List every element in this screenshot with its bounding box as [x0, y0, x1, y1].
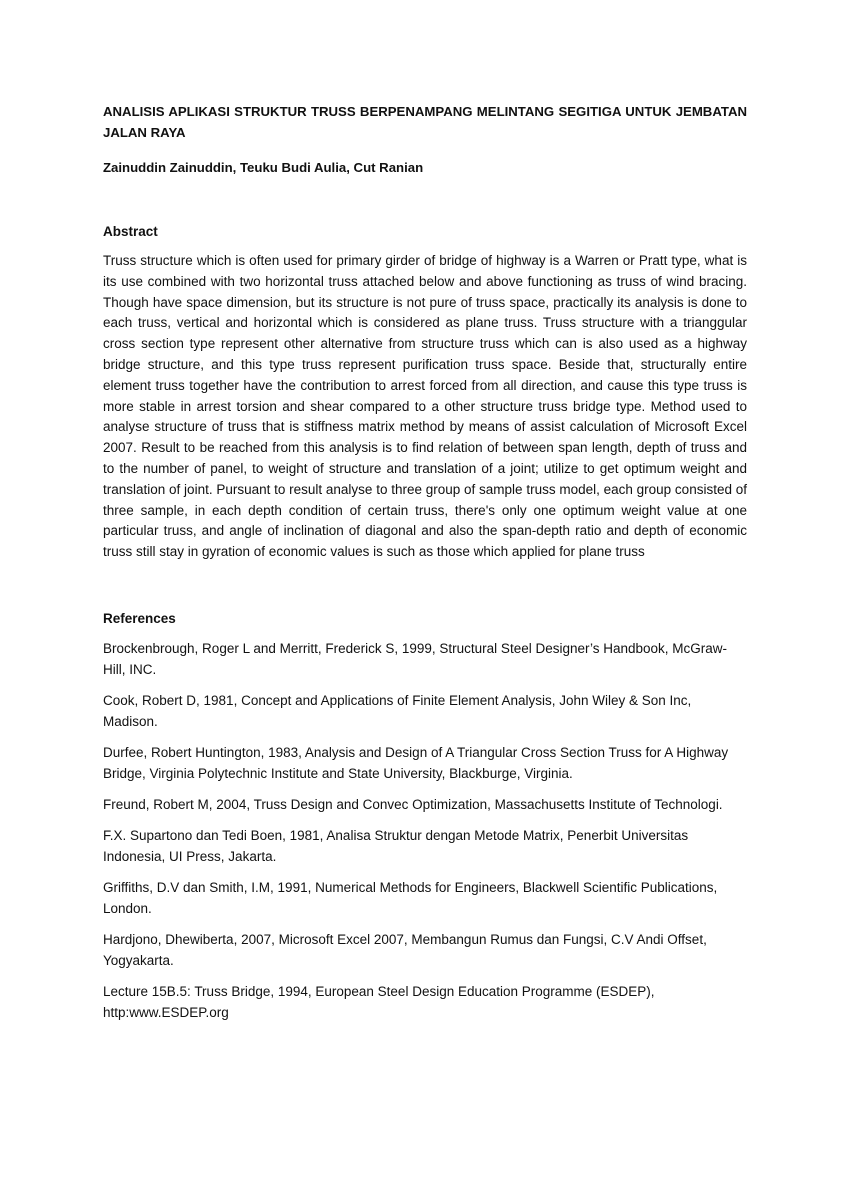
paper-authors: Zainuddin Zainuddin, Teuku Budi Aulia, Cut Ranian: [103, 160, 424, 175]
abstract-body: Truss structure which is often used for primary girder of bridge of highway is a Warren or Pratt type, what is its use combined with two horizontal truss attached below and above functioning as truss of wind bracing. Though have space dimension, but its structure is not pure of truss space, practically its analysis is done to each truss, vertical and horizontal which is considered as plane truss. Truss structure with a trianggular cross section type represent other alternative from structure truss which can is also used as a highway bridge structure, and this type truss represent purification truss space. Beside that, structurally entire element truss together have the contribution to arrest forced from all direction, and cause this type truss is more stable in arrest torsion and shear compared to a other structure truss bridge type. Method used to analyse structure of truss that is stiffness matrix method by means of assist calculation of Microsoft Excel 2007. Result to be reached from this analysis is to find relation of between span length, depth of truss and to the number of panel, to weight of structure and translation of a joint; utilize to get optimum weight and translation of joint. Pursuant to result analyse to three group of sample truss model, each group consisted of three sample, in each depth condition of certain truss, there's only one optimum weight value at one particular truss, and angle of inclination of diagonal and also the span-depth ratio and depth of economic truss still stay in gyration of economic values is such as those which applied for plane truss: [103, 253, 747, 560]
reference-item: Brockenbrough, Roger L and Merritt, Frederick S, 1999, Structural Steel Designer’s Handbook, McGraw-Hill, INC.: [103, 640, 728, 677]
reference-item: F.X. Supartono dan Tedi Boen, 1981, Analisa Struktur dengan Metode Matrix, Penerbit Universitas Indonesia, UI Press, Jakarta.: [103, 827, 689, 864]
reference-list: [103, 638, 747, 1023]
reference-item: Griffiths, D.V dan Smith, I.M, 1991, Numerical Methods for Engineers, Blackwell Scientific Publications, London.: [103, 879, 718, 916]
reference-item: Cook, Robert D, 1981, Concept and Applications of Finite Element Analysis, John Wiley & Son Inc, Madison.: [103, 692, 692, 729]
reference-item: Hardjono, Dhewiberta, 2007, Microsoft Excel 2007, Membangun Rumus dan Fungsi, C.V Andi Offset, Yogyakarta.: [103, 931, 707, 968]
reference-item: Lecture 15B.5: Truss Bridge, 1994, European Steel Design Education Programme (ESDEP), http:www.ESDEP.org: [103, 983, 655, 1020]
reference-item: Durfee, Robert Huntington, 1983, Analysis and Design of A Triangular Cross Section Truss for A Highway Bridge, Virginia Polytechnic Institute and State University, Blackburge, Virginia.: [103, 744, 729, 781]
reference-item: Freund, Robert M, 2004, Truss Design and Convec Optimization, Massachusetts Institute of Technologi.: [103, 796, 723, 812]
references-heading: References: [103, 610, 176, 626]
paper-title: ANALISIS APLIKASI STRUKTUR TRUSS BERPENAMPANG MELINTANG SEGITIGA UNTUK JEMBATAN JALAN RAYA: [103, 104, 747, 140]
abstract-heading: Abstract: [103, 224, 158, 239]
paper-page: [103, 101, 747, 1033]
